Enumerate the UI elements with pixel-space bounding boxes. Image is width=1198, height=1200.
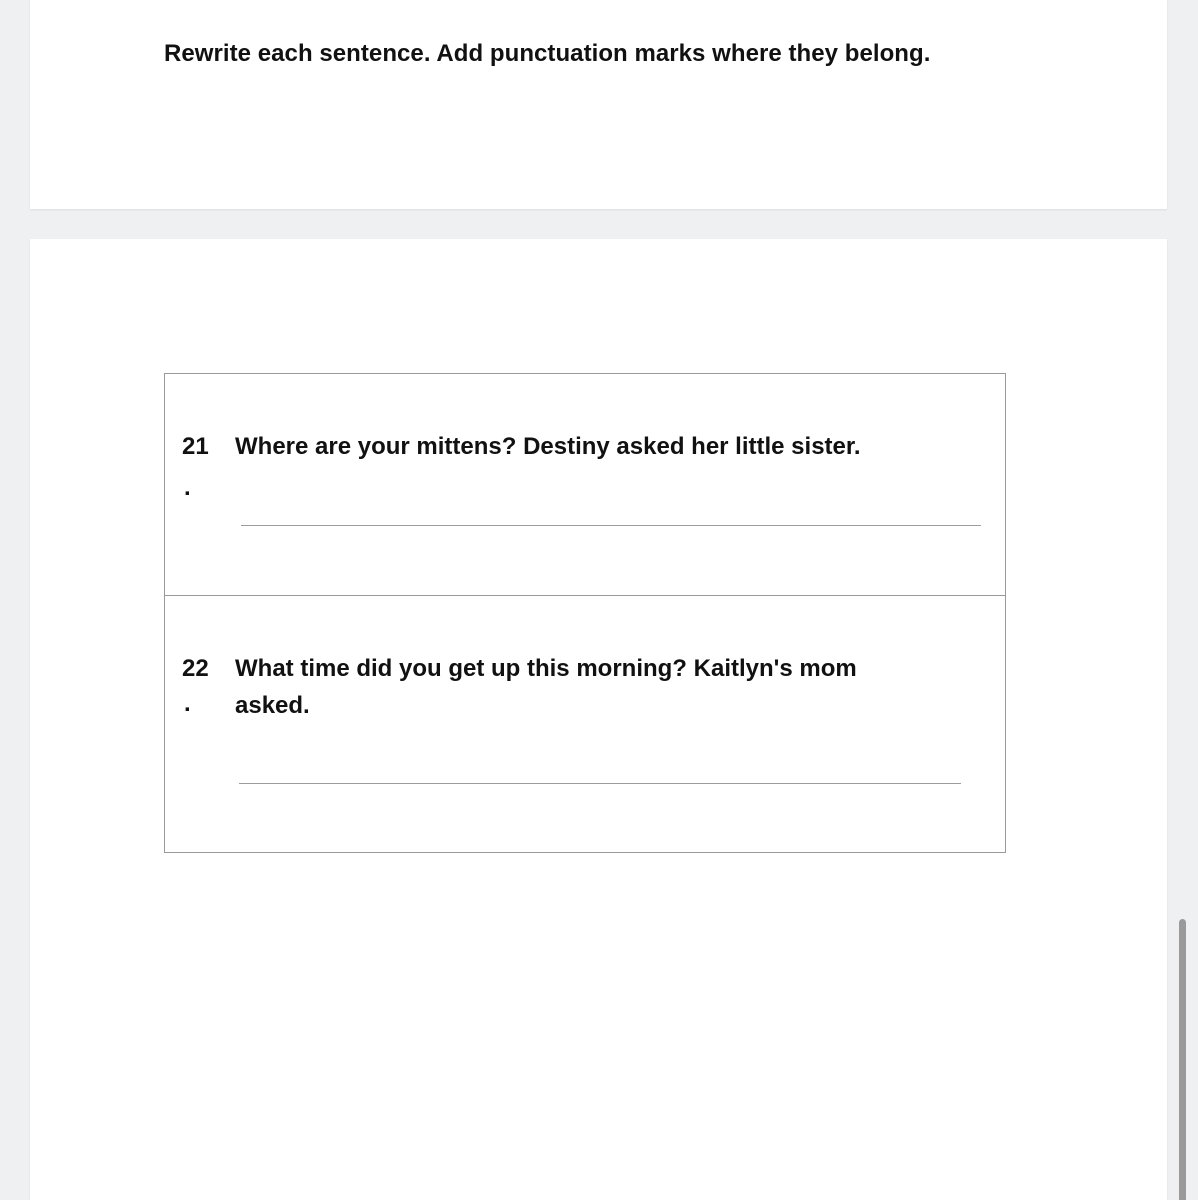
question-row-22 xyxy=(165,595,1005,852)
question-number: 21 xyxy=(182,433,209,460)
scrollbar-thumb[interactable] xyxy=(1179,919,1186,1200)
question-number-dot: . xyxy=(184,690,191,717)
question-row-21 xyxy=(165,374,1005,595)
answer-line-21[interactable] xyxy=(241,525,981,526)
question-number: 22 xyxy=(182,655,209,682)
question-text: Where are your mittens? Destiny asked her little sister. xyxy=(235,433,861,460)
document-page-2 xyxy=(30,239,1167,1200)
answer-line-22[interactable] xyxy=(239,783,961,784)
document-page-1 xyxy=(30,0,1167,209)
question-text: What time did you get up this morning? Kaitlyn's mom asked. xyxy=(235,655,857,719)
instructions-text: Rewrite each sentence. Add punctuation marks where they belong. xyxy=(164,40,931,67)
question-number-dot: . xyxy=(184,474,191,501)
question-table xyxy=(164,373,1006,853)
